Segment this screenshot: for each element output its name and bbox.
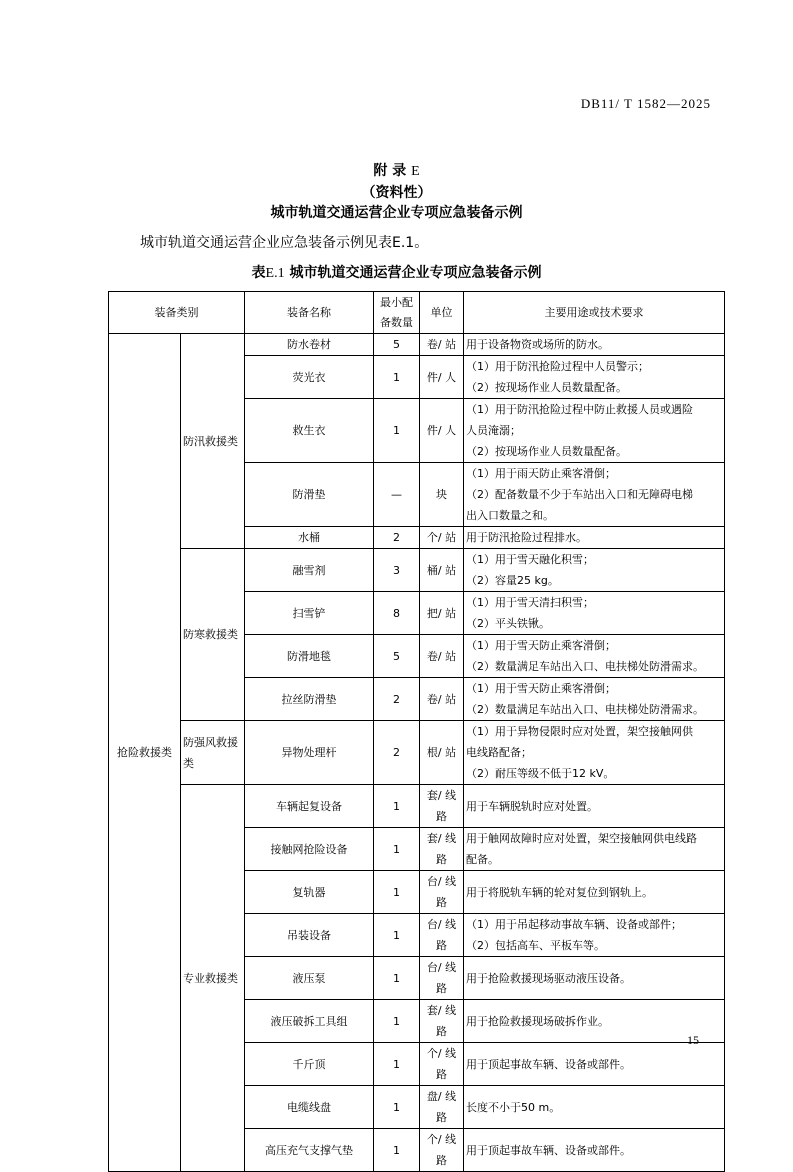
equipment-name-cell: 荧光衣	[245, 356, 374, 399]
purpose-line: （2）配备数量不少于车站出入口和无障碍电梯	[466, 488, 693, 501]
purpose-line: （2）数量满足车站出入口、电扶梯处防滑需求。	[466, 660, 704, 673]
unit-cell: 卷/ 站	[420, 678, 464, 721]
purpose-cell	[464, 678, 725, 721]
purpose-line: 用于抢险救援现场驱动液压设备。	[466, 971, 631, 985]
quantity-cell: 1	[374, 356, 420, 399]
unit-cell: 把/ 站	[420, 592, 464, 635]
equipment-name-cell: 复轨器	[245, 871, 374, 914]
unit-cell: 根/ 站	[420, 721, 464, 785]
equipment-name-cell: 防滑地毯	[245, 635, 374, 678]
purpose-line: 用于车辆脱轨时应对处置。	[466, 799, 598, 813]
unit-cell: 套/ 线路	[420, 1000, 464, 1043]
purpose-line: 用于顶起事故车辆、设备或部件。	[466, 1143, 631, 1157]
table-caption-title: 城市轨道交通运营企业专项应急装备示例	[289, 265, 542, 281]
purpose-line: （2）耐压等级不低于12 kV。	[466, 767, 615, 780]
purpose-cell	[464, 635, 725, 678]
header-unit: 单位	[420, 292, 464, 334]
unit-cell: 件/ 人	[420, 399, 464, 463]
table-row	[109, 785, 725, 828]
subcategory-cell: 防强风救援类	[181, 721, 245, 785]
intro-paragraph: 城市轨道交通运营企业应急装备示例见表E.1。	[140, 235, 429, 251]
quantity-cell: 3	[374, 549, 420, 592]
quantity-cell: 2	[374, 527, 420, 549]
purpose-line: （1）用于异物侵限时应对处置，架空接触网供	[466, 725, 693, 738]
header-purpose: 主要用途或技术要求	[464, 292, 725, 334]
purpose-cell	[464, 914, 725, 957]
unit-cell: 套/ 线路	[420, 828, 464, 871]
unit-cell: 套/ 线路	[420, 785, 464, 828]
quantity-cell: 1	[374, 914, 420, 957]
equipment-name-cell: 液压泵	[245, 957, 374, 1000]
purpose-cell	[464, 721, 725, 785]
purpose-cell	[464, 785, 725, 828]
table-caption	[0, 262, 793, 282]
equipment-name-cell: 液压破拆工具组	[245, 1000, 374, 1043]
purpose-line: 用于抢险救援现场破拆作业。	[466, 1014, 609, 1028]
page-number: 15	[687, 1033, 699, 1047]
purpose-cell	[464, 957, 725, 1000]
unit-cell: 件/ 人	[420, 356, 464, 399]
quantity-cell: 2	[374, 678, 420, 721]
purpose-line: （1）用于防汛抢险过程中防止救援人员或遇险	[466, 403, 693, 416]
appendix-label: 附 录	[373, 163, 407, 179]
purpose-line: 用于顶起事故车辆、设备或部件。	[466, 1057, 631, 1071]
purpose-cell	[464, 1086, 725, 1129]
purpose-cell	[464, 527, 725, 549]
purpose-line: 长度不小于50 m。	[466, 1100, 561, 1114]
quantity-cell: 2	[374, 721, 420, 785]
purpose-line: （1）用于防汛抢险过程中人员警示；	[466, 360, 649, 373]
purpose-line: 用于触网故障时应对处置，架空接触网供电线路	[466, 832, 697, 845]
purpose-cell	[464, 828, 725, 871]
purpose-line: （1）用于雪天清扫积雪；	[466, 596, 594, 609]
quantity-cell: 1	[374, 1129, 420, 1172]
header-quantity-line2: 备数量	[380, 315, 413, 329]
equipment-table	[108, 291, 725, 1172]
appendix-heading: 城市轨道交通运营企业专项应急装备示例	[270, 205, 523, 221]
header-quantity-line1: 最小配	[380, 295, 413, 309]
equipment-name-cell: 防水卷材	[245, 334, 374, 356]
purpose-line: 人员淹溺；	[466, 424, 521, 437]
purpose-line: 用于将脱轨车辆的轮对复位到钢轨上。	[466, 885, 653, 899]
purpose-line: 电线路配备；	[466, 746, 532, 759]
equipment-name-cell: 吊装设备	[245, 914, 374, 957]
quantity-cell: 1	[374, 785, 420, 828]
purpose-line: 配备。	[466, 853, 499, 866]
subcategory-cell: 防寒救援类	[181, 549, 245, 721]
unit-cell: 个/ 站	[420, 527, 464, 549]
unit-cell: 卷/ 站	[420, 635, 464, 678]
quantity-cell: 5	[374, 334, 420, 356]
document-code: DB11/ T 1582—2025	[580, 96, 711, 111]
equipment-name-cell: 车辆起复设备	[245, 785, 374, 828]
equipment-name-cell: 接触网抢险设备	[245, 828, 374, 871]
purpose-line: 用于设备物资或场所的防水。	[466, 338, 609, 351]
equipment-name-cell: 千斤顶	[245, 1043, 374, 1086]
purpose-cell	[464, 356, 725, 399]
header-category: 装备类别	[109, 292, 245, 334]
table-row	[109, 334, 725, 356]
purpose-line: （2）容量25 kg。	[466, 574, 559, 587]
purpose-cell	[464, 334, 725, 356]
unit-cell: 台/ 线路	[420, 871, 464, 914]
table-caption-prefix: 表	[251, 265, 266, 281]
purpose-line: （2）数量满足车站出入口、电扶梯处防滑需求。	[466, 703, 704, 716]
purpose-line: （1）用于雪天防止乘客滑倒；	[466, 639, 616, 652]
quantity-cell: 1	[374, 828, 420, 871]
purpose-cell	[464, 871, 725, 914]
quantity-cell: 1	[374, 871, 420, 914]
purpose-line: （1）用于雪天融化积雪；	[466, 553, 594, 566]
unit-cell: 台/ 线路	[420, 957, 464, 1000]
quantity-cell: 1	[374, 1043, 420, 1086]
unit-cell: 个/ 线路	[420, 1129, 464, 1172]
equipment-name-cell: 防滑垫	[245, 463, 374, 527]
category-main-cell: 抢险救援类	[109, 334, 181, 1172]
purpose-line: （2）按现场作业人员数量配备。	[466, 381, 627, 394]
purpose-cell	[464, 463, 725, 527]
quantity-cell: 1	[374, 399, 420, 463]
equipment-name-cell: 融雪剂	[245, 549, 374, 592]
quantity-cell: 1	[374, 1086, 420, 1129]
equipment-name-cell: 扫雪铲	[245, 592, 374, 635]
header-quantity	[374, 292, 420, 334]
quantity-cell: 1	[374, 1000, 420, 1043]
table-body	[109, 334, 725, 1172]
purpose-cell	[464, 549, 725, 592]
equipment-name-cell: 电缆线盘	[245, 1086, 374, 1129]
unit-cell: 块	[420, 463, 464, 527]
purpose-line: （2）包括高车、平板车等。	[466, 939, 605, 952]
table-row	[109, 549, 725, 592]
equipment-name-cell: 水桶	[245, 527, 374, 549]
quantity-cell: —	[374, 463, 420, 527]
appendix-nature: （资料性）	[361, 185, 432, 201]
subcategory-cell: 防汛救援类	[181, 334, 245, 549]
purpose-cell	[464, 1129, 725, 1172]
appendix-title	[0, 160, 793, 180]
quantity-cell: 1	[374, 957, 420, 1000]
purpose-cell	[464, 1000, 725, 1043]
unit-cell: 卷/ 站	[420, 334, 464, 356]
equipment-name-cell: 救生衣	[245, 399, 374, 463]
quantity-cell: 5	[374, 635, 420, 678]
header-name: 装备名称	[245, 292, 374, 334]
subcategory-cell: 专业救援类	[181, 785, 245, 1172]
equipment-name-cell: 高压充气支撑气垫	[245, 1129, 374, 1172]
purpose-line: （2）按现场作业人员数量配备。	[466, 445, 627, 458]
purpose-line: （1）用于雪天防止乘客滑倒；	[466, 682, 616, 695]
equipment-name-cell: 异物处理杆	[245, 721, 374, 785]
unit-cell: 盘/ 线路	[420, 1086, 464, 1129]
purpose-line: （2）平头铁锹。	[466, 617, 550, 630]
purpose-line: （1）用于吊起移动事故车辆、设备或部件；	[466, 918, 682, 931]
unit-cell: 台/ 线路	[420, 914, 464, 957]
purpose-line: （1）用于雨天防止乘客滑倒；	[466, 467, 616, 480]
unit-cell: 桶/ 站	[420, 549, 464, 592]
table-row	[109, 721, 725, 785]
purpose-line: 用于防汛抢险过程排水。	[466, 531, 587, 544]
purpose-line: 出入口数量之和。	[466, 509, 554, 522]
table-header-row	[109, 292, 725, 334]
purpose-cell	[464, 1043, 725, 1086]
quantity-cell: 8	[374, 592, 420, 635]
purpose-cell	[464, 592, 725, 635]
equipment-name-cell: 拉丝防滑垫	[245, 678, 374, 721]
unit-cell: 个/ 线路	[420, 1043, 464, 1086]
appendix-letter: E	[411, 164, 420, 179]
purpose-cell	[464, 399, 725, 463]
table-caption-number: E.1	[265, 266, 285, 281]
